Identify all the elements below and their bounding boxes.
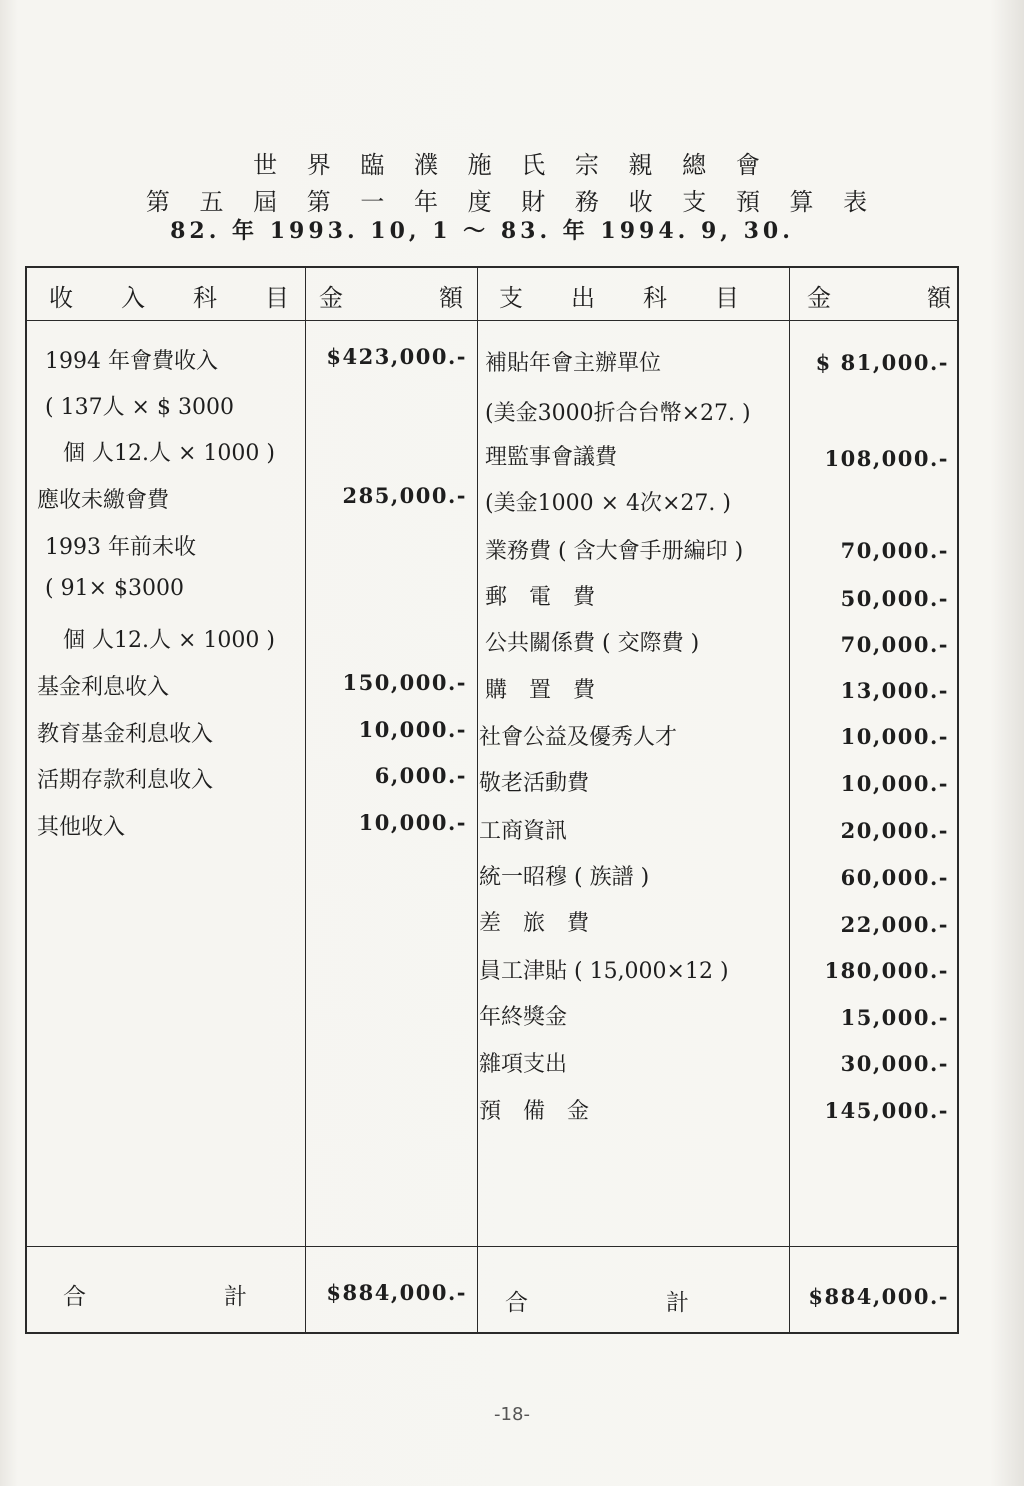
expense-amount: 20,000.- (840, 818, 949, 843)
expense-amount: 30,000.- (840, 1051, 949, 1076)
expense-label: 理監事會議費 (485, 445, 618, 470)
income-label: 其他收入 (37, 815, 126, 840)
income-label: 基金利息收入 (37, 675, 170, 700)
income-label: ( 137人 × $ 3000 (45, 395, 234, 420)
expense-label: 工商資訊 (479, 819, 568, 844)
expense-amount: 10,000.- (840, 771, 949, 796)
income-label: ( 91× $3000 (45, 576, 184, 601)
income-amount-header: 金 額 (319, 284, 463, 312)
expense-amount: 13,000.- (840, 678, 949, 703)
income-amount: 150,000.- (342, 670, 467, 695)
income-label: 個 人12.人 × 1000 ) (63, 441, 275, 466)
expense-amount: 15,000.- (840, 1005, 949, 1030)
expense-amount: 50,000.- (840, 586, 949, 611)
expense-total-amount: $884,000.- (808, 1284, 949, 1309)
header-divider (27, 320, 957, 321)
income-label: 活期存款利息收入 (37, 768, 214, 793)
expense-amount: $ 81,000.- (815, 350, 949, 375)
expense-label: 公共關係費 ( 交際費 ) (485, 631, 700, 656)
expense-amount: 108,000.- (824, 446, 949, 471)
expense-amount: 60,000.- (840, 865, 949, 890)
expense-amount: 70,000.- (840, 632, 949, 657)
expense-label: 統一昭穆 ( 族譜 ) (479, 865, 650, 890)
expense-amount: 10,000.- (840, 724, 949, 749)
income-item-header: 收 入 科 目 (49, 284, 289, 312)
expense-amount: 22,000.- (840, 912, 949, 937)
column-divider (477, 268, 478, 1332)
column-divider (305, 268, 306, 1332)
expense-label: 購 置 費 (485, 678, 596, 703)
expense-label: 郵 電 費 (485, 585, 596, 610)
expense-label: 年終獎金 (479, 1005, 568, 1030)
expense-label: 社會公益及優秀人才 (479, 725, 678, 750)
income-amount: 10,000.- (358, 810, 467, 835)
expense-amount: 70,000.- (840, 538, 949, 563)
expense-label: (美金3000折合台幣×27. ) (485, 401, 751, 426)
org-title: 世 界 臨 濮 施 氏 宗 親 總 會 (253, 151, 771, 179)
income-label: 教育基金利息收入 (37, 722, 214, 747)
expense-item-header: 支 出 科 目 (499, 284, 739, 312)
expense-label: 雜項支出 (479, 1052, 568, 1077)
income-amount: 285,000.- (342, 483, 467, 508)
income-label: 個 人12.人 × 1000 ) (63, 628, 275, 653)
expense-label: 補貼年會主辦單位 (485, 351, 662, 376)
page-number: -18- (494, 1404, 530, 1425)
expense-label: 差 旅 費 (479, 911, 590, 936)
expense-amount: 180,000.- (824, 958, 949, 983)
income-label: 應收未繳會費 (37, 488, 170, 513)
expense-label: 業務費 ( 含大會手册編印 ) (485, 539, 744, 564)
expense-amount-header: 金 額 (807, 284, 951, 312)
period-line: 82. 年 1993. 10, 1 ～ 83. 年 1994. 9, 30. (170, 218, 794, 244)
income-amount: $423,000.- (326, 344, 467, 369)
income-label: 1994 年會費收入 (45, 349, 218, 374)
expense-label: 預 備 金 (479, 1099, 590, 1124)
income-amount: 10,000.- (358, 717, 467, 742)
expense-label: 敬老活動費 (479, 771, 590, 796)
income-amount: 6,000.- (374, 763, 467, 788)
income-total-amount: $884,000.- (326, 1280, 467, 1305)
column-divider (789, 268, 790, 1332)
budget-title: 第 五 屆 第 一 年 度 財 務 收 支 預 算 表 (145, 188, 879, 216)
expense-label: 員工津貼 ( 15,000×12 ) (479, 959, 729, 984)
budget-table (25, 266, 959, 1334)
expense-amount: 145,000.- (824, 1098, 949, 1123)
income-total-label: 合 計 (63, 1284, 247, 1310)
expense-total-label: 合 計 (505, 1290, 689, 1316)
expense-label: (美金1000 × 4次×27. ) (485, 491, 731, 516)
total-divider (27, 1246, 957, 1247)
income-label: 1993 年前未收 (45, 535, 196, 560)
